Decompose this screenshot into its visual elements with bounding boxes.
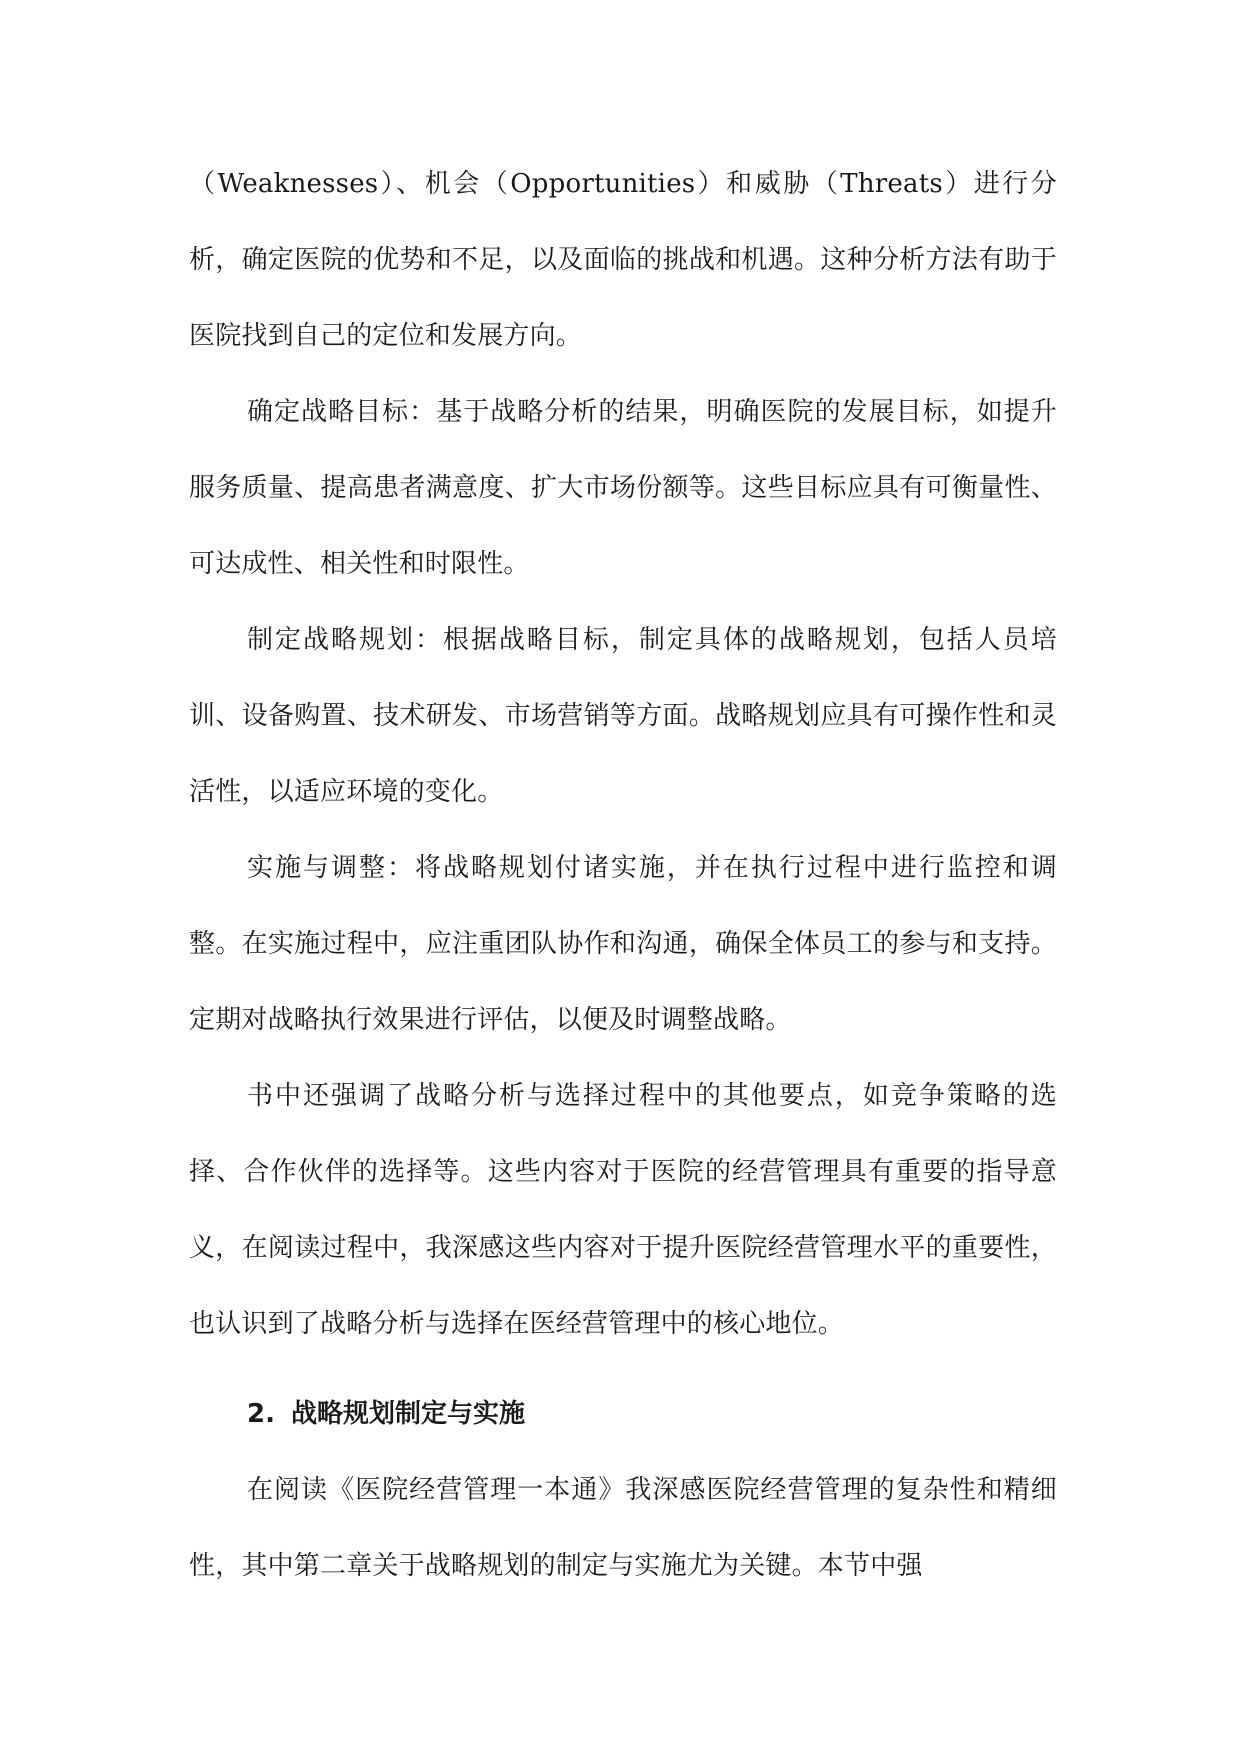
section-number: 2.: [247, 1399, 275, 1429]
paragraph-summary: 书中还强调了战略分析与选择过程中的其他要点，如竞争策略的选择、合作伙伴的选择等。这些内容对于医院的经营管理具有重要的指导意义，在阅读过程中，我深感这些内容对于提升医院经营管理水平的重要性，也认识到了战略分析与选择在医经营管理中的核心地位。: [189, 1081, 1057, 1339]
document-body: [189, 146, 1057, 1604]
paragraph-implementation: 实施与调整：将战略规划付诸实施，并在执行过程中进行监控和调整。在实施过程中，应注重团队协作和沟通，确保全体员工的参与和支持。定期对战略执行效果进行评估，以便及时调整战略。: [189, 853, 1057, 1035]
section-title: 战略规划制定与实施: [290, 1399, 525, 1429]
paragraph-section-intro: 在阅读《医院经营管理一本通》我深感医院经营管理的复杂性和精细性，其中第二章关于战略规划的制定与实施尤为关键。本节中强: [189, 1475, 1057, 1581]
paragraph-strategic-planning: 制定战略规划：根据战略目标，制定具体的战略规划，包括人员培训、设备购置、技术研发、市场营销等方面。战略规划应具有可操作性和灵活性，以适应环境的变化。: [189, 625, 1057, 807]
paragraph-swot-continuation: （Weaknesses）、机会（Opportunities）和威胁（Threats）进行分析，确定医院的优势和不足，以及面临的挑战和机遇。这种分析方法有助于医院找到自己的定位和发展方向。: [189, 169, 1057, 351]
paragraph-strategic-goals: 确定战略目标：基于战略分析的结果，明确医院的发展目标，如提升服务质量、提高患者满意度、扩大市场份额等。这些目标应具有可衡量性、可达成性、相关性和时限性。: [189, 397, 1057, 579]
section-heading: [189, 1376, 1057, 1452]
